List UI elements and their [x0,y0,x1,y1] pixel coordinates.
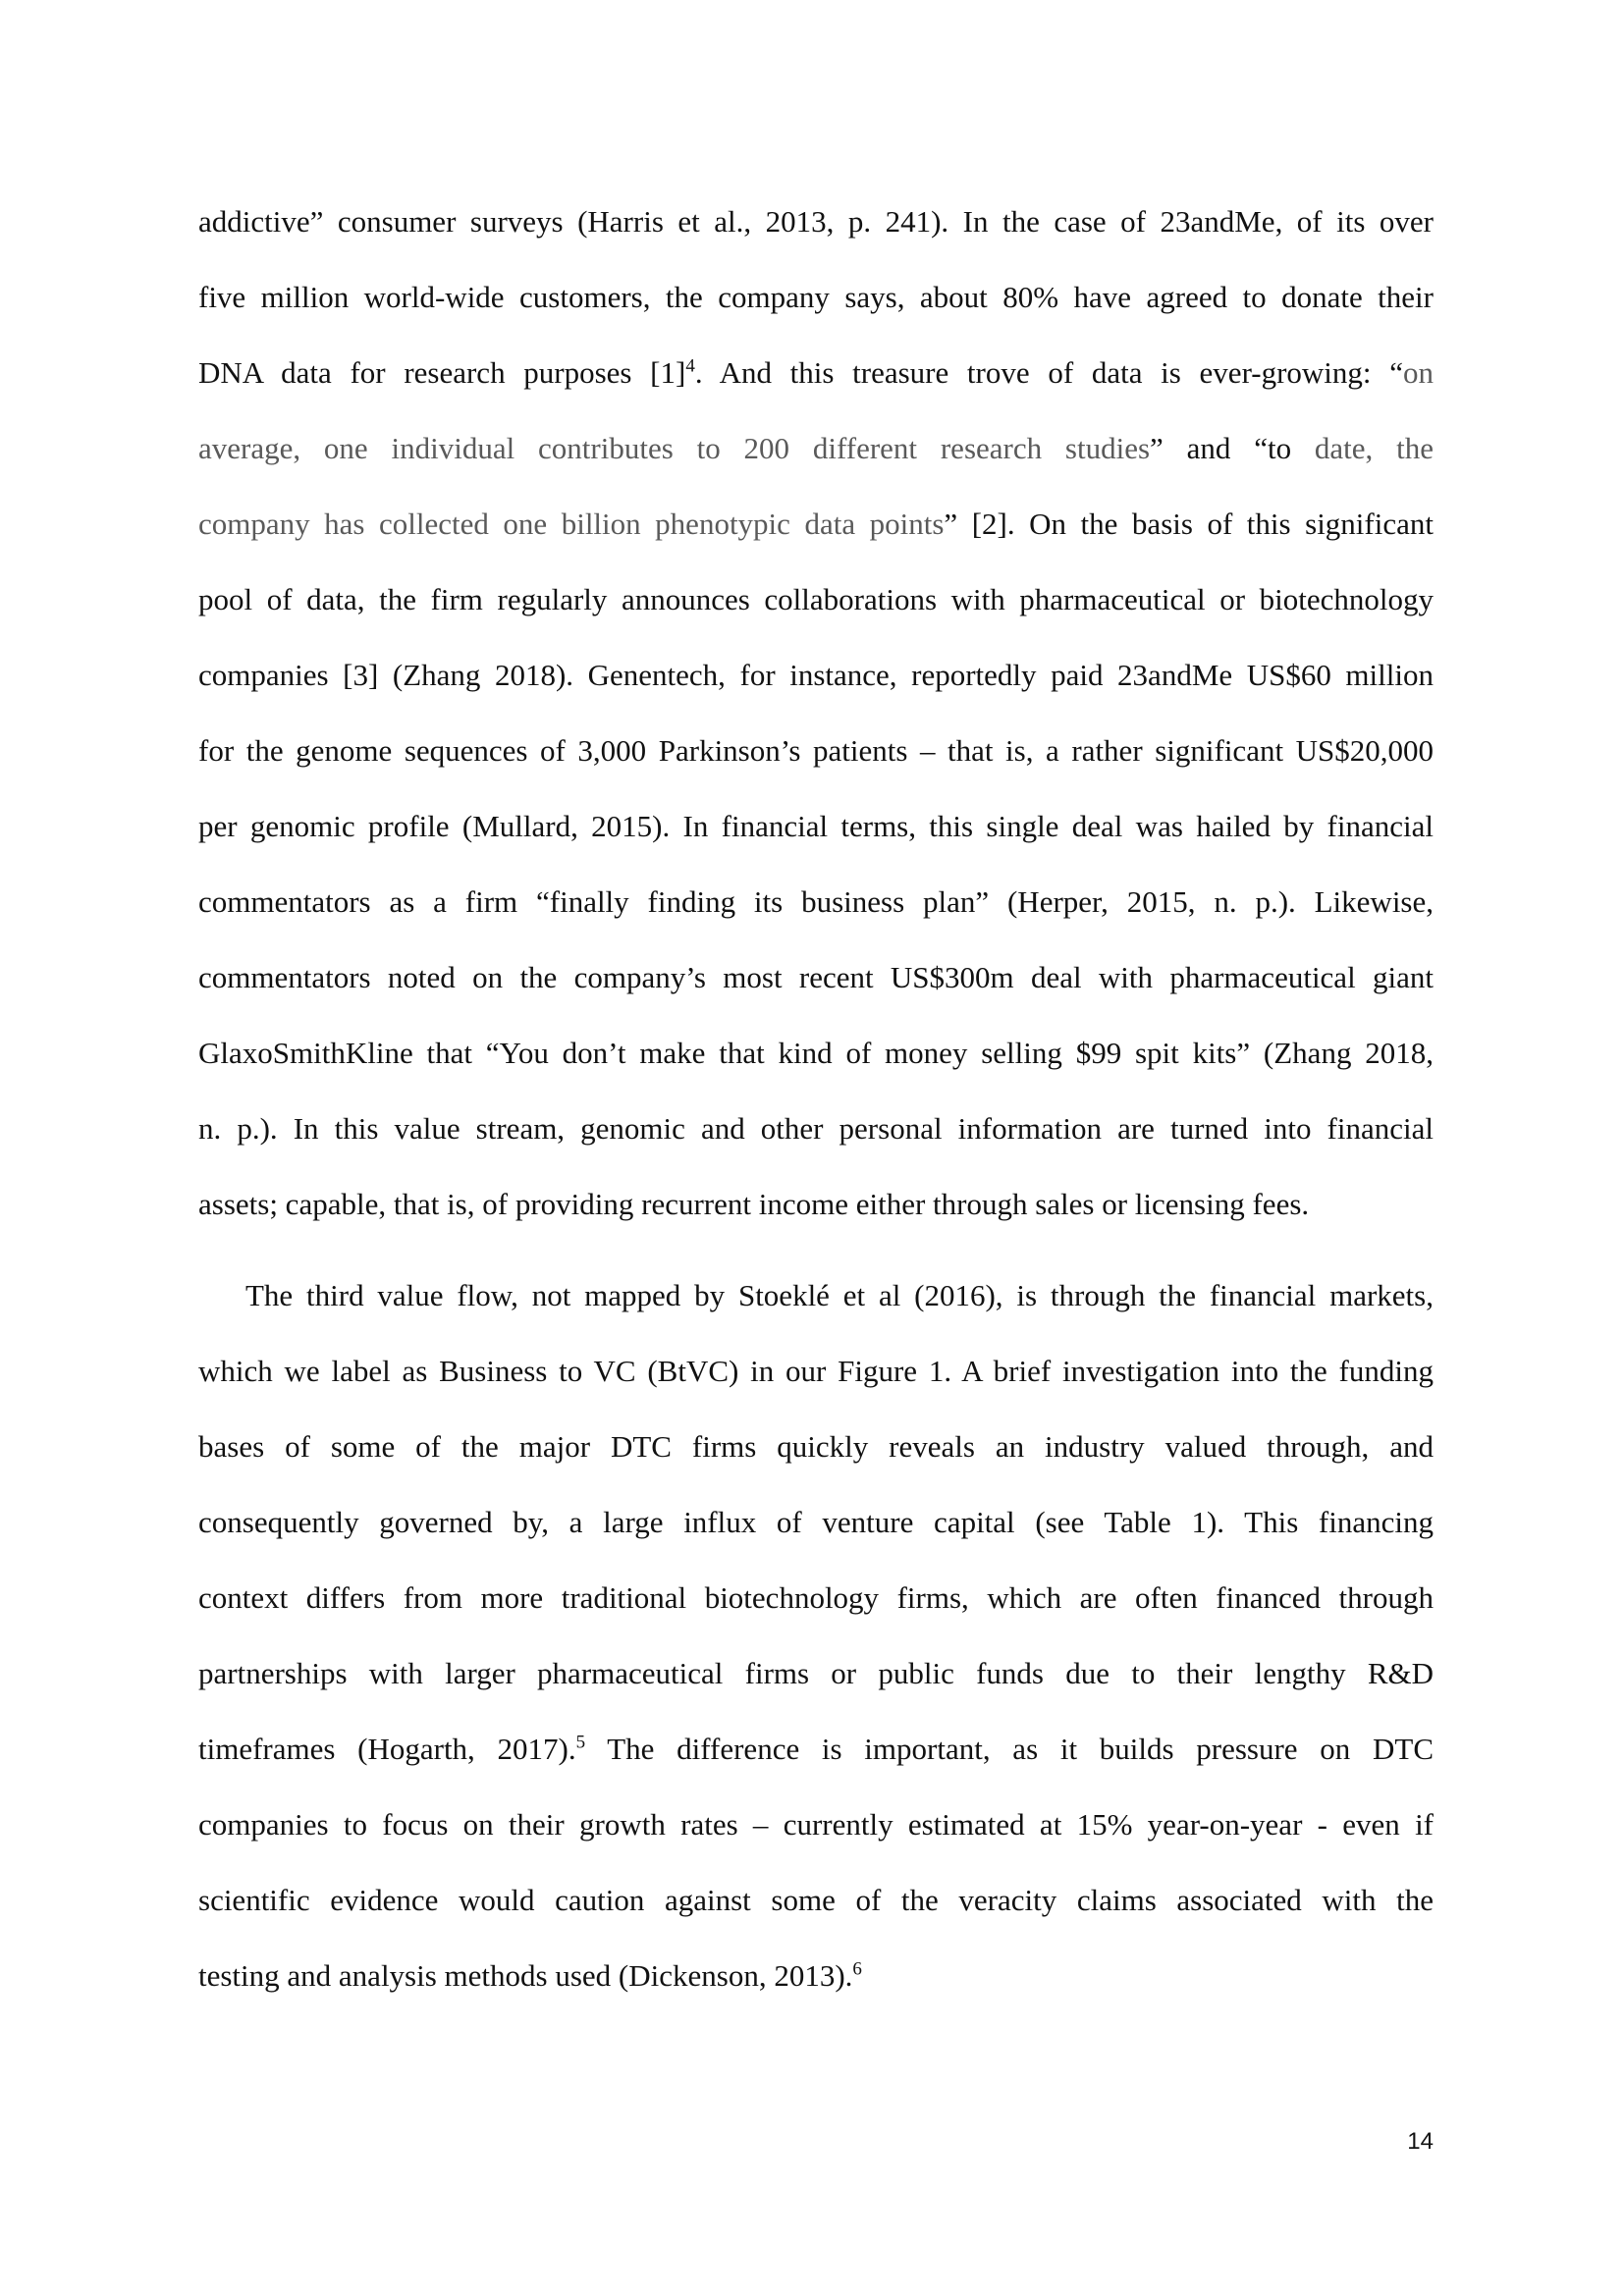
footnote-ref-4[interactable]: 4 [685,355,695,377]
text-line: context differs from more traditional biotechnology firms, which are often financed through [198,1580,1434,1615]
text-line: bases of some of the major DTC firms quickly reveals an industry valued through, and [198,1429,1434,1464]
text-line: commentators as a firm “finally finding its business plan” (Herper, 2015, n. p.). Likewise, [198,884,1434,919]
text-line: partnerships with larger pharmaceutical firms or public funds due to their lengthy R&D [198,1656,1434,1690]
text-line: scientific evidence would caution against some of the veracity claims associated with the [198,1883,1434,1917]
text-line: assets; capable, that is, of providing recurrent income either through sales or licensing fees. [198,1187,1310,1221]
text-line: The third value flow, not mapped by Stoeklé et al (2016), is through the financial markets, [245,1278,1434,1312]
text-line: five million world-wide customers, the company says, about 80% have agreed to donate their [198,280,1434,314]
text-line: company has collected one billion phenotypic data points” [2]. On the basis of this significant [198,507,1434,541]
text-line: addictive” consumer surveys (Harris et al., 2013, p. 241). In the case of 23andMe, of its over [198,204,1434,239]
text-line: per genomic profile (Mullard, 2015). In financial terms, this single deal was hailed by financial [198,809,1434,843]
text-line: DNA data for research purposes $[1]^4$. And this treasure trove of data is ever-growing: “on [198,355,1434,390]
text-line: consequently governed by, a large influx of venture capital (see Table 1). This financing [198,1505,1434,1539]
text-line: companies [3] (Zhang 2018). Genentech, for instance, reportedly paid 23andMe US$60 million [198,658,1434,692]
text-line: for the genome sequences of 3,000 Parkinson’s patients – that is, a rather significant US$20,000 [198,733,1434,768]
footnote-ref-5[interactable]: 5 [575,1732,586,1753]
text-line: pool of data, the firm regularly announces collaborations with pharmaceutical or biotechnology [198,582,1434,616]
text-line: timeframes (Hogarth, 2017).$^5$ The difference is important, as it builds pressure on DTC [198,1732,1434,1766]
paragraph-2 [198,1257,1434,2013]
footnote-ref-6[interactable]: 6 [852,1958,862,1980]
text-line: average, one individual contributes to 200 different research studies” and “to date, the [198,431,1434,465]
text-line: commentators noted on the company’s most recent US$300m deal with pharmaceutical giant [198,960,1434,994]
page-number: 14 [1407,2128,1434,2155]
text-line: testing and analysis methods used (Dickenson, 2013).$^6$ [198,1958,862,1993]
text-line: which we label as Business to VC (BtVC) in our Figure 1. A brief investigation into the funding [198,1354,1434,1388]
paragraph-1 [198,184,1434,1242]
text-line: n. p.). In this value stream, genomic and other personal information are turned into financial [198,1111,1434,1146]
text-line: GlaxoSmithKline that “You don’t make that kind of money selling $99 spit kits” (Zhang 2018, [198,1036,1434,1070]
text-line: companies to focus on their growth rates – currently estimated at 15% year-on-year - even if [198,1807,1434,1842]
